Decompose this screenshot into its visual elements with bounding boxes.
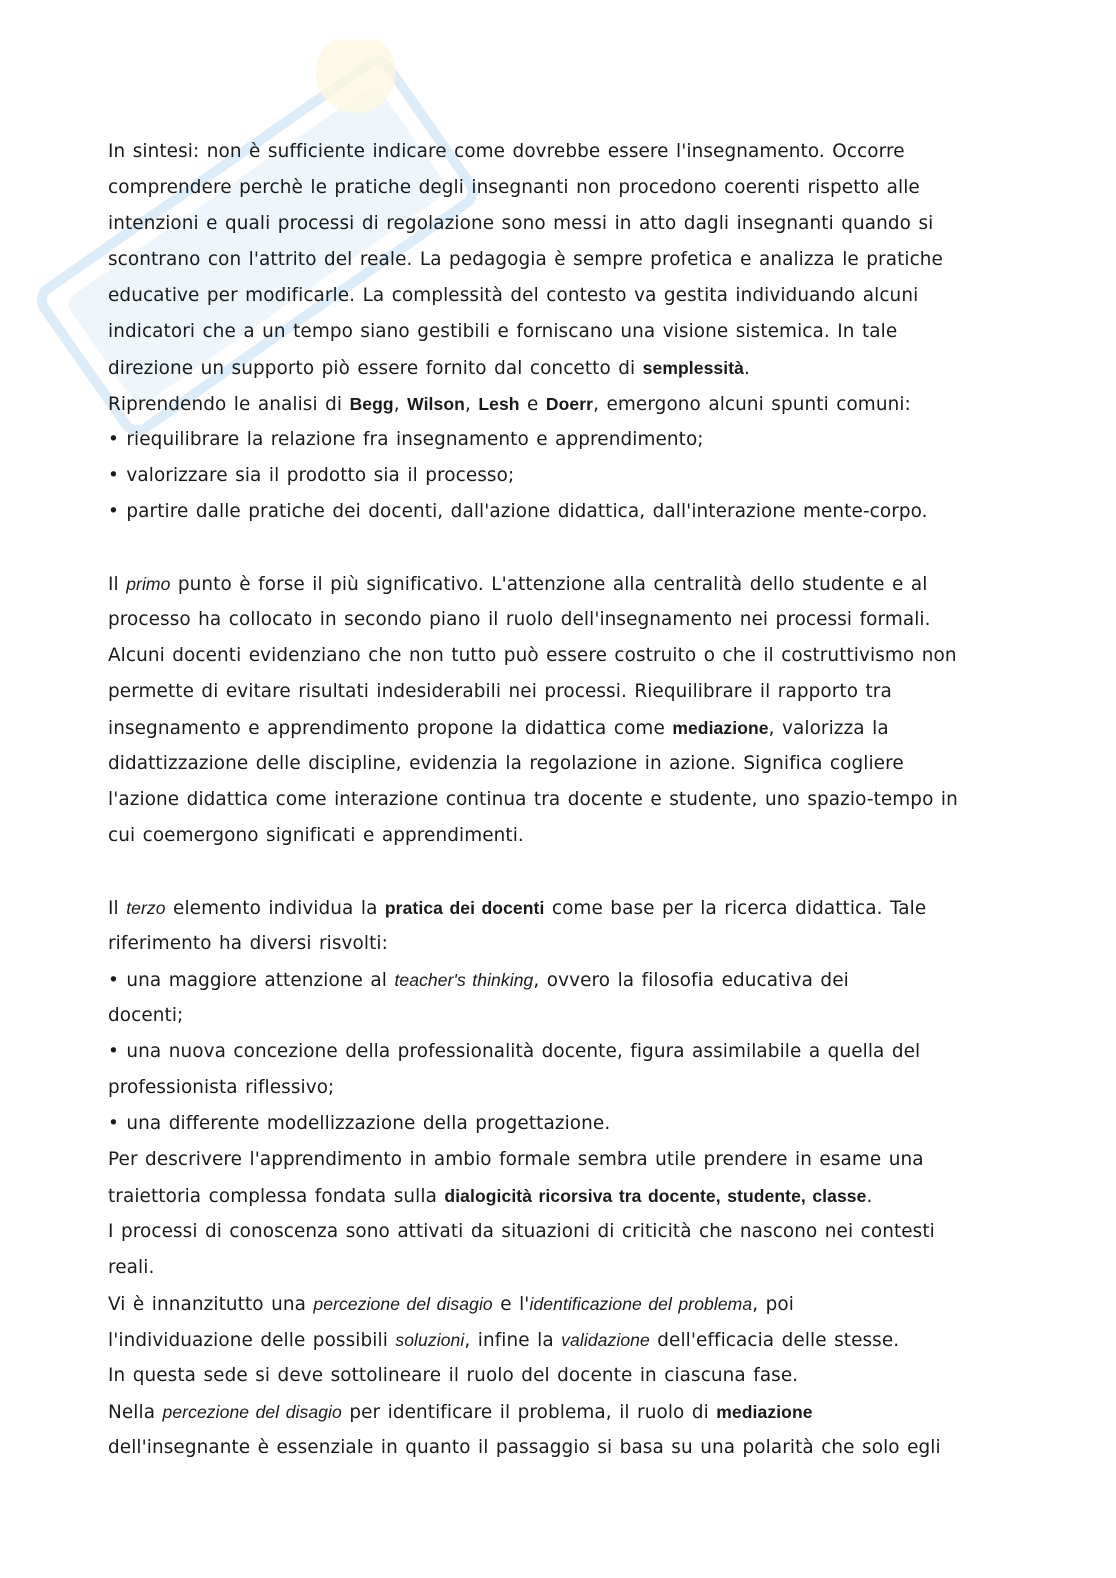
text-line [108, 1286, 988, 1322]
text-span: come base per la ricerca didattica. Tale [544, 898, 927, 919]
text-span: Vi è innanzitutto una [108, 1294, 314, 1315]
text-line [108, 566, 988, 602]
text-line: intenzioni e quali processi di regolazione sono messi in atto dagli insegnanti quando si [108, 213, 934, 234]
text-line: comprendere perchè le pratiche degli insegnanti non procedono coerenti rispetto alle [108, 177, 920, 198]
bullet-item: • una nuova concezione della professionalità docente, figura assimilabile a quella del [108, 1041, 921, 1062]
bold-term: mediazione [716, 1402, 813, 1422]
text-line: Alcuni docenti evidenziano che non tutto può essere costruito o che il costruttivismo non [108, 645, 957, 666]
text-span: , [464, 394, 479, 415]
text-span: . [866, 1186, 873, 1207]
text-line: reali. [108, 1257, 155, 1278]
text-span: insegnamento e apprendimento propone la didattica come [108, 718, 673, 739]
bold-term: Begg [349, 394, 394, 414]
text-line: processo ha collocato in secondo piano il ruolo dell'insegnamento nei processi formali. [108, 609, 931, 630]
text-line [108, 890, 988, 926]
text-span: • una maggiore attenzione al [108, 970, 395, 991]
text-line: In questa sede si deve sottolineare il ruolo del docente in ciascuna fase. [108, 1365, 799, 1386]
bold-term: pratica dei docenti [384, 898, 545, 918]
text-line: docenti; [108, 1005, 184, 1026]
text-span: , valorizza la [768, 718, 889, 739]
text-line [108, 1322, 988, 1358]
text-span: , infine la [464, 1330, 562, 1351]
text-span: traiettoria complessa fondata sulla [108, 1186, 445, 1207]
bold-term: Doerr [545, 394, 594, 414]
text-span: e [519, 394, 546, 415]
text-line: indicatori che a un tempo siano gestibili e forniscano una visione sistemica. In tale [108, 321, 898, 342]
italic-term: soluzioni [395, 1330, 465, 1350]
text-span: punto è forse il più significativo. L'attenzione alla centralità dello studente e al [170, 574, 928, 595]
bold-term: semplessità [642, 358, 744, 378]
text-span: , emergono alcuni spunti comuni: [593, 394, 911, 415]
document-body [108, 134, 988, 1466]
text-line [108, 1394, 988, 1430]
text-line: permette di evitare risultati indesiderabili nei processi. Riequilibrare il rapporto tra [108, 681, 892, 702]
italic-term: terzo [126, 898, 166, 918]
bold-term: Lesh [478, 394, 520, 414]
bold-term: dialogicità ricorsiva tra docente, studente, classe [444, 1186, 867, 1206]
text-line: educative per modificarle. La complessità del contesto va gestita individuando alcuni [108, 285, 919, 306]
text-line [108, 1178, 988, 1214]
italic-term: teacher's thinking [394, 970, 534, 990]
text-span: Riprendendo le analisi di [108, 394, 350, 415]
italic-term: identificazione del problema [529, 1294, 753, 1314]
text-span: Il [108, 574, 127, 595]
text-span: . [743, 358, 750, 379]
text-line [108, 386, 988, 422]
italic-term: validazione [561, 1330, 650, 1350]
bold-term: mediazione [672, 718, 769, 738]
paragraph-gap [108, 530, 988, 566]
paragraph-gap [108, 854, 988, 890]
bullet-item: • una differente modellizzazione della progettazione. [108, 1113, 611, 1134]
text-span: e l' [492, 1294, 530, 1315]
text-span: direzione un supporto piò essere fornito dal concetto di [108, 358, 643, 379]
text-span: , ovvero la filosofia educativa dei [533, 970, 849, 991]
bullet-item: • valorizzare sia il prodotto sia il processo; [108, 465, 515, 486]
text-line: Per descrivere l'apprendimento in ambio formale sembra utile prendere in esame una [108, 1149, 924, 1170]
text-line: didattizzazione delle discipline, evidenzia la regolazione in azione. Significa cogliere [108, 753, 904, 774]
text-span: , poi [752, 1294, 794, 1315]
text-line: riferimento ha diversi risvolti: [108, 933, 388, 954]
text-line: In sintesi: non è sufficiente indicare come dovrebbe essere l'insegnamento. Occorre [108, 141, 905, 162]
bold-term: Wilson [407, 394, 465, 414]
text-line: cui coemergono significati e apprendimenti. [108, 825, 524, 846]
text-line: dell'insegnante è essenziale in quanto il passaggio si basa su una polarità che solo egli [108, 1437, 941, 1458]
bullet-item: • riequilibrare la relazione fra insegnamento e apprendimento; [108, 429, 704, 450]
text-line: professionista riflessivo; [108, 1077, 335, 1098]
text-span: per identificare il problema, il ruolo di [341, 1402, 717, 1423]
text-span: dell'efficacia delle stesse. [649, 1330, 900, 1351]
text-span: l'individuazione delle possibili [108, 1330, 396, 1351]
italic-term: percezione del disagio [313, 1294, 493, 1314]
italic-term: primo [126, 574, 171, 594]
text-span: elemento individua la [165, 898, 385, 919]
text-line: l'azione didattica come interazione continua tra docente e studente, uno spazio-tempo in [108, 789, 958, 810]
text-line: scontrano con l'attrito del reale. La pedagogia è sempre profetica e analizza le pratiche [108, 249, 943, 270]
text-span: Nella [108, 1402, 163, 1423]
bullet-item [108, 962, 988, 998]
text-line: I processi di conoscenza sono attivati da situazioni di criticità che nascono nei contesti [108, 1221, 935, 1242]
bullet-item: • partire dalle pratiche dei docenti, dall'azione didattica, dall'interazione mente-corpo. [108, 501, 928, 522]
italic-term: percezione del disagio [162, 1402, 342, 1422]
text-span: Il [108, 898, 127, 919]
text-span: , [393, 394, 408, 415]
text-line [108, 350, 988, 386]
text-line [108, 710, 988, 746]
